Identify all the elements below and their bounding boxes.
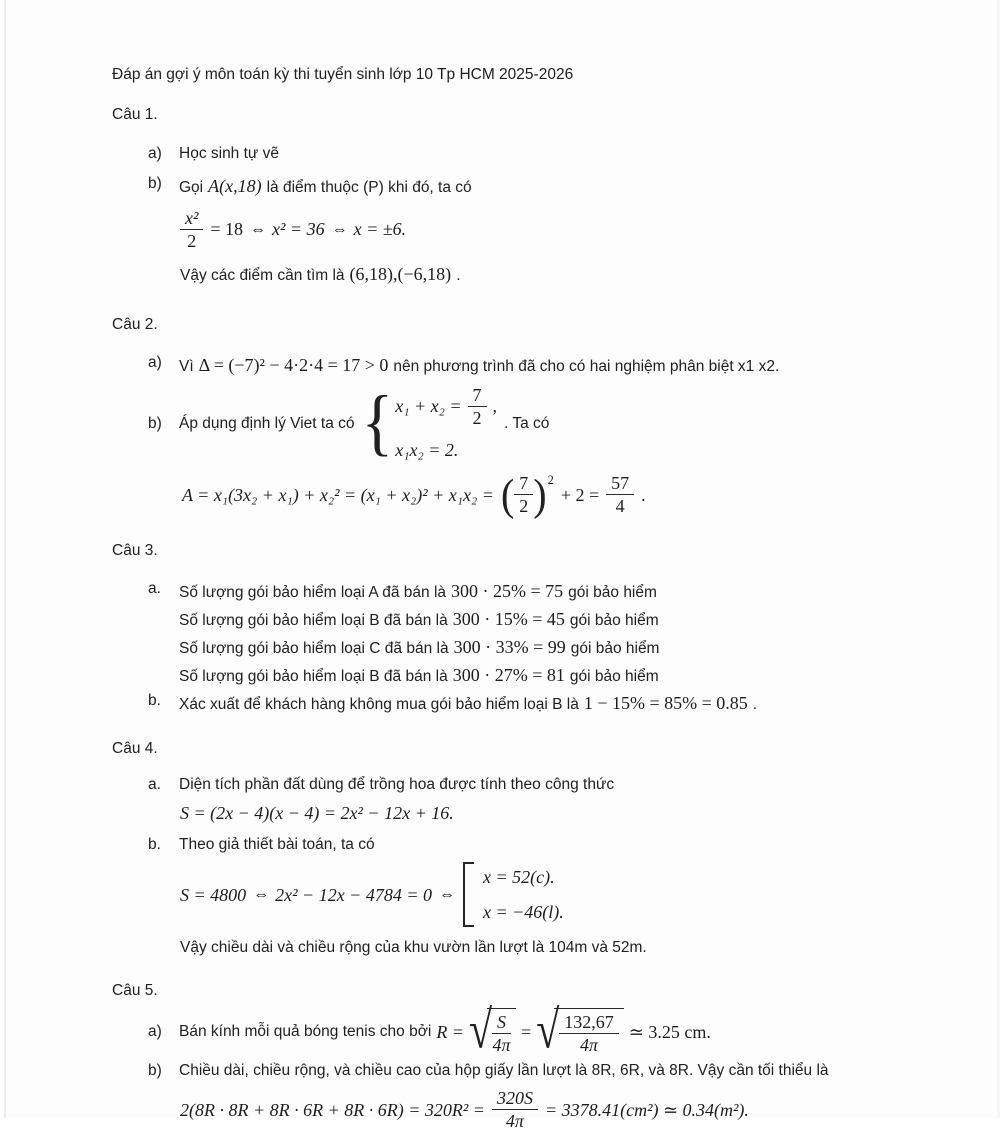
alternative-cases [463, 862, 564, 927]
cau1-equation [180, 208, 962, 251]
radical-sign: √ [536, 1001, 560, 1061]
cau5-item-a [148, 1001, 962, 1061]
math-segment: x₁ + x₂ = [395, 396, 462, 417]
cau4-equation-2 [180, 862, 962, 927]
item-label: b) [148, 175, 162, 193]
cau5-equation [180, 1088, 962, 1131]
inline-math: 1 − 15% = 85% = 0.85 [583, 693, 748, 714]
math-segment: = [521, 1021, 532, 1042]
conclusion-text: . [456, 267, 461, 285]
cau1-item-b [148, 173, 962, 199]
item-text: Gọi [179, 179, 204, 197]
inline-math: 300 · 33% = 99 [453, 637, 566, 658]
right-paren: ) [533, 468, 547, 520]
math-segment: A = x₁(3x₂ + x₁) + x₂² = (x₁ + x₂)² + x₁x₂ = [182, 484, 494, 505]
item-text: nên phương trình đã cho có hai nghiệm phân biệt x1 x2. [393, 358, 780, 376]
item-label: a. [148, 579, 161, 597]
exponent: 2 [547, 473, 554, 487]
conclusion-text: Vậy chiều dài và chiều rộng của khu vườn lần lượt là 104m và 52m. [180, 939, 647, 957]
case-row: x = −46(l). [482, 902, 564, 923]
line-text: Số lượng gói bảo hiểm loại B đã bán là [179, 668, 448, 686]
item-text: Diện tích phần đất dùng để trồng hoa được tính theo công thức [179, 776, 615, 794]
conclusion-text: Vậy các điểm cần tìm là [180, 267, 345, 285]
fraction: $\frac{7}{2}$ [468, 385, 487, 428]
item-label: a) [148, 144, 162, 162]
math-segment: x₁x₂ = 2. [395, 439, 459, 460]
math-segment: R = [436, 1021, 464, 1042]
inline-math: A(x,18) [208, 176, 262, 197]
item-text: Bán kính mỗi quả bóng tenis cho bởi [179, 1022, 432, 1040]
math-segment: x² = 36 [272, 219, 325, 240]
iff-symbol: ⇔ [331, 220, 347, 238]
line-text: Số lượng gói bảo hiểm loại A đã bán là [179, 583, 447, 601]
math-segment: S = 4800 [180, 884, 247, 905]
document-title: Đáp án gợi ý môn toán kỳ thi tuyển sinh lớp 10 Tp HCM 2025-2026 [112, 66, 574, 83]
equation-system [361, 381, 497, 464]
math-segment: = 18 [210, 219, 244, 240]
item-text: Chiều dài, chiều rộng, và chiều cao của hộp giấy lần lượt là 8R, 6R, và 8R. Vậy cần tối thiểu là [179, 1061, 829, 1079]
item-label: b) [148, 414, 162, 432]
item-text: là điểm thuộc (P) khi đó, ta có [266, 179, 472, 197]
fraction: $\frac{S}{4\pi}$ [492, 1012, 511, 1056]
line-text: gói bảo hiểm [570, 640, 660, 658]
cau4-conclusion [180, 937, 962, 959]
fraction: $\frac{57}{4}$ [606, 473, 634, 516]
fraction: $\frac{\text{x²}}{2}$ [180, 208, 203, 251]
inline-math: Δ = (−7)² − 4·2·4 = 17 > 0 [198, 355, 389, 376]
cau3-heading: Câu 3. [112, 542, 158, 560]
math-segment: 2x² − 12x − 4784 = 0 [275, 884, 432, 905]
radical-sign: √ [468, 1001, 493, 1061]
parenthesized-fraction [500, 468, 554, 520]
math-segment: 2(8R · 8R + 8R · 6R + 8R · 6R) = 320R² = [180, 1099, 485, 1120]
system-brace: { [361, 381, 394, 464]
case-row: x = 52(c). [482, 867, 555, 888]
iff-symbol: ⇔ [438, 886, 454, 904]
item-text: Áp dụng định lý Viet ta có [179, 414, 355, 432]
cau5-item-b [148, 1060, 962, 1082]
solution-line [148, 633, 962, 661]
math-segment: = 3378.41(cm²) ≃ 0.34(m²). [544, 1099, 749, 1120]
math-segment: ≃ 3.25 cm. [628, 1021, 711, 1042]
cau2-heading: Câu 2. [112, 315, 158, 333]
item-label: a) [148, 354, 162, 372]
cau3-item-b [148, 689, 962, 717]
line-text: . [752, 696, 758, 714]
item-label: b. [148, 692, 161, 710]
item-text: Theo giả thiết bài toán, ta có [179, 835, 375, 853]
cau2-item-b [148, 381, 962, 464]
line-text: gói bảo hiểm [569, 668, 659, 686]
line-text: Xác xuất để khách hàng không mua gói bảo hiểm loại B là [179, 696, 579, 714]
cau1-conclusion [180, 261, 962, 287]
math-segment: x = ±6. [353, 219, 407, 240]
inline-math: 300 · 15% = 45 [452, 608, 565, 629]
solution-line [148, 577, 962, 605]
cau5-heading: Câu 5. [112, 981, 158, 999]
iff-symbol: ⇔ [250, 220, 266, 238]
item-label: a) [148, 1022, 162, 1040]
fraction: $\frac{320S}{4\pi}$ [492, 1088, 538, 1131]
math-segment: . [641, 484, 646, 505]
item-label: b. [148, 835, 161, 853]
square-root [536, 1001, 624, 1061]
line-text: gói bảo hiểm [569, 611, 659, 629]
cau3-list [112, 577, 962, 718]
inline-math: 300 · 25% = 75 [451, 580, 564, 601]
math-segment: + 2 = [560, 484, 600, 505]
item-text: . Ta có [504, 414, 550, 432]
inline-math: 300 · 27% = 81 [452, 665, 565, 686]
cau2-equation [182, 468, 962, 520]
solution-line [148, 661, 962, 689]
left-square-bracket [463, 862, 474, 927]
math-segment: , [492, 396, 497, 417]
item-label: a. [148, 776, 161, 794]
line-text: Số lượng gói bảo hiểm loại C đã bán là [179, 640, 449, 658]
square-root [468, 1001, 516, 1061]
line-text: gói bảo hiểm [568, 583, 657, 601]
cau1-heading: Câu 1. [112, 106, 158, 124]
item-text: Học sinh tự vẽ [179, 144, 279, 162]
item-text: Vì [179, 358, 194, 376]
line-text: Số lượng gói bảo hiểm loại B đã bán là [179, 611, 448, 629]
solution-line [148, 605, 962, 633]
cau2-item-a [148, 352, 962, 378]
cau4-heading: Câu 4. [112, 739, 158, 757]
left-paren: ( [500, 468, 515, 520]
fraction: $\frac{7}{2}$ [514, 473, 533, 516]
inline-math: (6,18),(−6,18) [349, 264, 452, 285]
cau1-item-a [148, 143, 962, 165]
cau4-equation-1 [180, 800, 962, 826]
math-segment: S = (2x − 4)(x − 4) = 2x² − 12x + 16. [180, 802, 454, 823]
item-label: b) [148, 1061, 162, 1079]
iff-symbol: ⇔ [253, 886, 269, 904]
cau4-item-b [148, 834, 962, 856]
cau4-item-a [148, 774, 962, 796]
fraction: $\frac{132,67}{4\pi}$ [559, 1012, 619, 1055]
